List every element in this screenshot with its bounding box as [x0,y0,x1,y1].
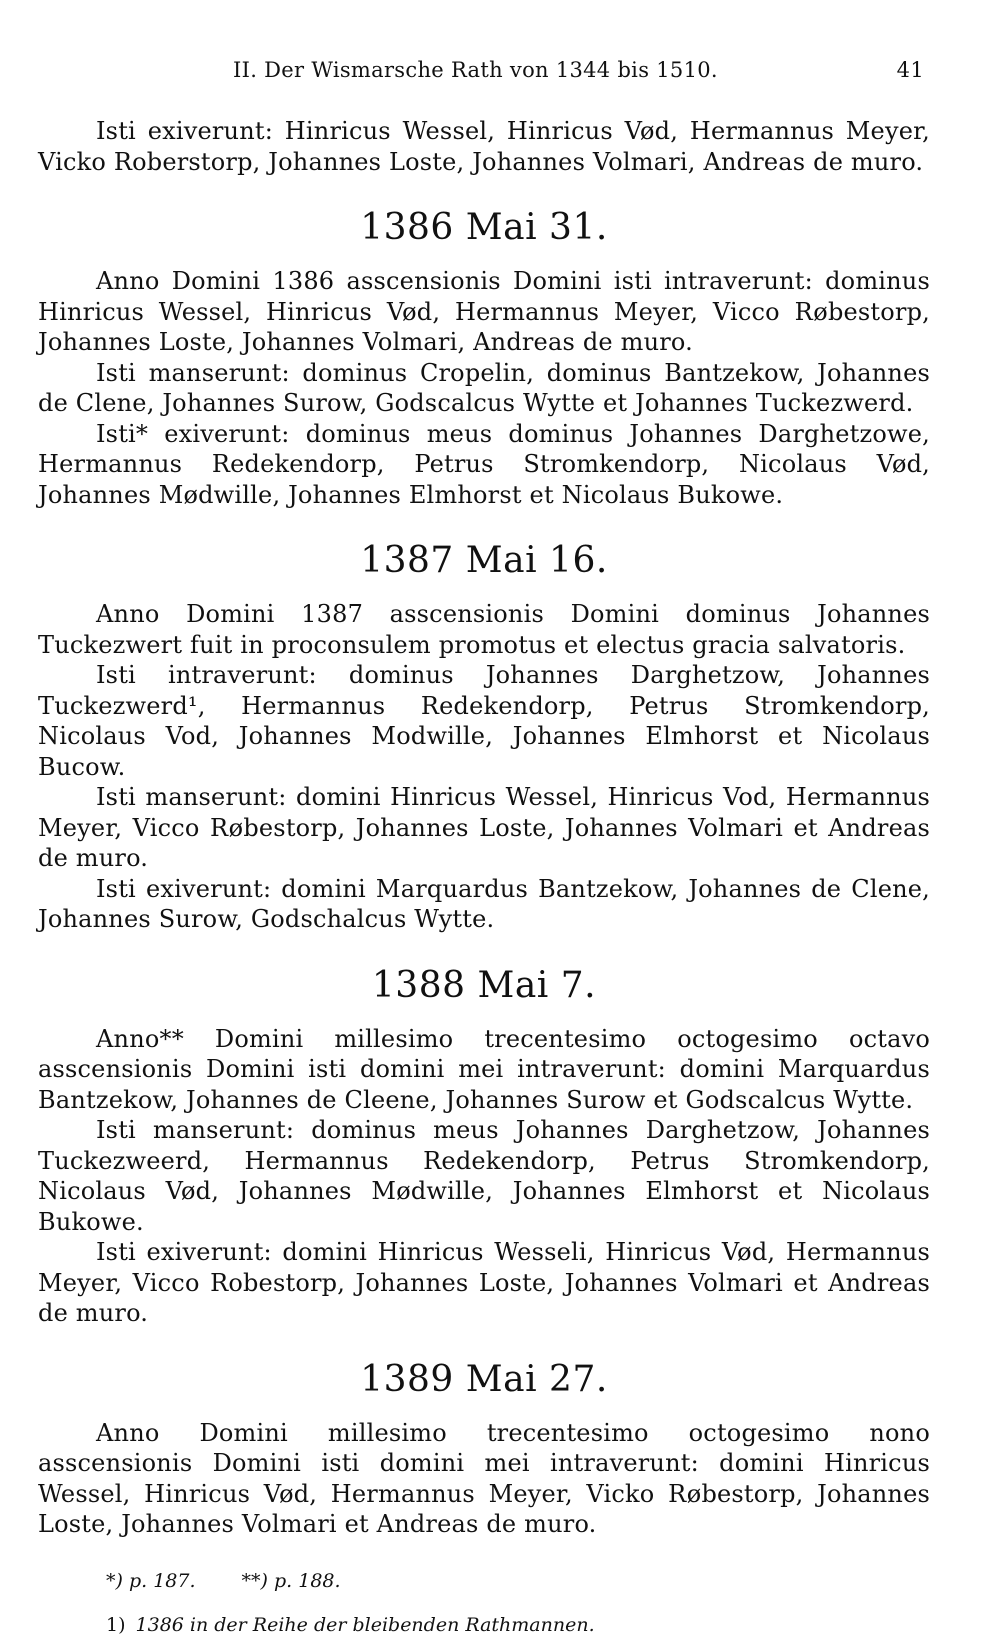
page [38,58,930,1636]
paragraph: Anno** Domini millesimo trecentesimo octogesimo octavo asscensionis Domini isti domini mei intraverunt: domini Marquardus Bantzekow, Johannes de Cleene, Johannes Surow et Godscalcus Wytte. [38,1024,930,1114]
footnote-number: 1) [106,1613,126,1636]
footnote-text: 1386 in der Reihe der bleibenden Rathmannen. [135,1613,595,1636]
section-heading: 1387 Mai 16. [360,540,608,581]
section-heading: 1389 Mai 27. [360,1358,608,1400]
running-title: II. Der Wismarsche Rath von 1344 bis 1510. [233,58,718,82]
footnote [38,1614,930,1636]
paragraph: Isti manserunt: dominus Cropelin, dominus Bantzekow, Johannes de Clene, Johannes Surow, Godscalcus Wytte et Johannes Tuckezwerd. [38,358,930,417]
section-1389 [38,1360,930,1540]
section-1387 [38,541,930,935]
section-1388 [38,966,930,1329]
page-notes [38,1570,930,1592]
paragraph: Isti* exiverunt: dominus meus dominus Johannes Darghetzowe, Hermannus Redekendorp, Petrus Stromkendorp, Nicolaus Vød, Johannes Mødwille, Johannes Elmhorst et Nicolaus Bukowe. [38,419,930,509]
page-note: **) p. 188. [241,1569,341,1592]
paragraph: Anno Domini millesimo trecentesimo octogesimo nono asscensionis Domini isti domini mei intraverunt: domini Hinricus Wessel, Hinricus Vød, Hermannus Meyer, Vicko Røbestorp, Johannes Loste, Johannes Volmari et Andreas de muro. [38,1418,930,1538]
paragraph: Isti manserunt: domini Hinricus Wessel, Hinricus Vod, Hermannus Meyer, Vicco Røbestorp, Johannes Loste, Johannes Volmari et Andreas de muro. [38,783,930,872]
section-heading: 1386 Mai 31. [360,207,608,248]
running-head [38,58,930,82]
paragraph: Anno Domini 1387 asscensionis Domini dominus Johannes Tuckezwert fuit in proconsulem promotus et electus gracia salvatoris. [38,600,930,659]
paragraph: Isti manserunt: dominus meus Johannes Darghetzow, Johannes Tuckezweerd, Hermannus Redekendorp, Petrus Stromkendorp, Nicolaus Vød, Johannes Mødwille, Johannes Elmhorst et Nicolaus Bukowe. [38,1116,930,1236]
intro-paragraph: Isti exiverunt: Hinricus Wessel, Hinricus Vød, Hermannus Meyer, Vicko Roberstorp, Johannes Loste, Johannes Volmari, Andreas de muro. [38,117,930,176]
page-number: 41 [896,58,924,82]
paragraph: Isti exiverunt: domini Marquardus Bantzekow, Johannes de Clene, Johannes Surow, Godschalcus Wytte. [38,874,930,933]
paragraph: Isti intraverunt: dominus Johannes Darghetzow, Johannes Tuckezwerd¹, Hermannus Redekendorp, Petrus Stromkendorp, Nicolaus Vod, Johannes Modwille, Johannes Elmhorst et Nicolaus Bucow. [38,661,930,781]
page-note: *) p. 187. [106,1569,196,1592]
paragraph: Isti exiverunt: domini Hinricus Wesseli, Hinricus Vød, Hermannus Meyer, Vicco Robestorp, Johannes Loste, Johannes Volmari et Andreas de muro. [38,1238,930,1327]
paragraph: Anno Domini 1386 asscensionis Domini isti intraverunt: dominus Hinricus Wessel, Hinricus Vød, Hermannus Meyer, Vicco Røbestorp, Johannes Loste, Johannes Volmari, Andreas de muro. [38,267,930,356]
section-heading: 1388 Mai 7. [371,964,597,1006]
section-1386 [38,208,930,510]
